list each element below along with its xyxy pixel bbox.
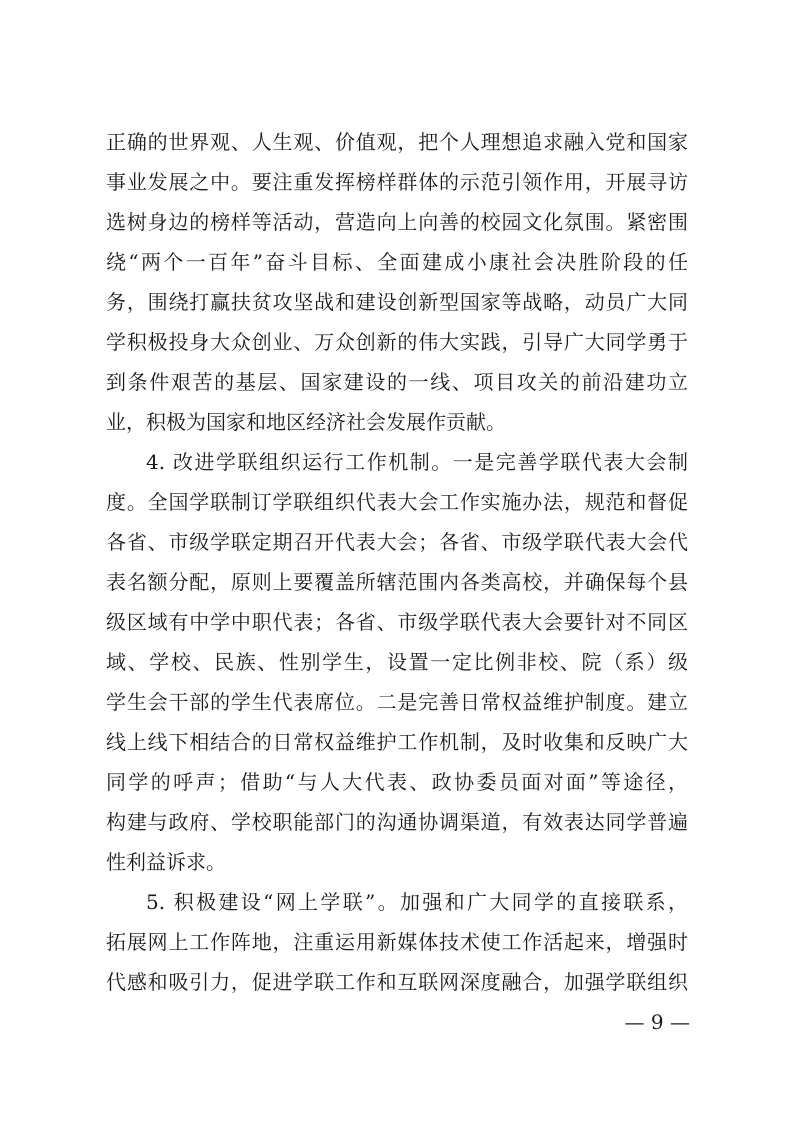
text-line: 构建与政府、学校职能部门的沟通协调渠道，有效表达同学普遍 [106, 810, 688, 834]
text-line: 度。全国学联制订学联组织代表大会工作实施办法，规范和督促 [106, 490, 688, 514]
text-line: 各省、市级学联定期召开代表大会；各省、市级学联代表大会代 [106, 530, 688, 554]
paragraph-4-start: 4. 改进学联组织运行工作机制。一是完善学联代表大会制 [146, 450, 688, 474]
text-line: 学生会干部的学生代表席位。二是完善日常权益维护制度。建立 [106, 690, 688, 714]
text-line: 务，围绕打赢扶贫攻坚战和建设创新型国家等战略，动员广大同 [106, 290, 688, 314]
text-line: 级区域有中学中职代表；各省、市级学联代表大会要针对不同区 [106, 610, 688, 634]
paragraph-5-start: 5. 积极建设“网上学联”。加强和广大同学的直接联系， [146, 890, 688, 914]
text-line: 学积极投身大众创业、万众创新的伟大实践，引导广大同学勇于 [106, 330, 688, 354]
text-line: 绕“两个一百年”奋斗目标、全面建成小康社会决胜阶段的任 [106, 250, 688, 274]
page-number: — 9 — [624, 1010, 690, 1034]
text-line: 拓展网上工作阵地，注重运用新媒体技术使工作活起来，增强时 [106, 930, 688, 954]
text-line: 表名额分配，原则上要覆盖所辖范围内各类高校，并确保每个县 [106, 570, 688, 594]
text-line: 代感和吸引力，促进学联工作和互联网深度融合，加强学联组织 [106, 970, 688, 994]
text-line: 线上线下相结合的日常权益维护工作机制，及时收集和反映广大 [106, 730, 688, 754]
text-line: 域、学校、民族、性别学生，设置一定比例非校、院（系）级 [106, 650, 688, 674]
text-line: 到条件艰苦的基层、国家建设的一线、项目攻关的前沿建功立 [106, 370, 688, 394]
text-line: 性利益诉求。 [106, 850, 226, 874]
text-line: 事业发展之中。要注重发挥榜样群体的示范引领作用，开展寻访 [106, 170, 688, 194]
text-line: 业，积极为国家和地区经济社会发展作贡献。 [106, 410, 506, 434]
text-line: 同学的呼声；借助“与人大代表、政协委员面对面”等途径， [106, 770, 688, 794]
text-line: 选树身边的榜样等活动，营造向上向善的校园文化氛围。紧密围 [106, 210, 688, 234]
text-line: 正确的世界观、人生观、价值观，把个人理想追求融入党和国家 [106, 130, 688, 154]
